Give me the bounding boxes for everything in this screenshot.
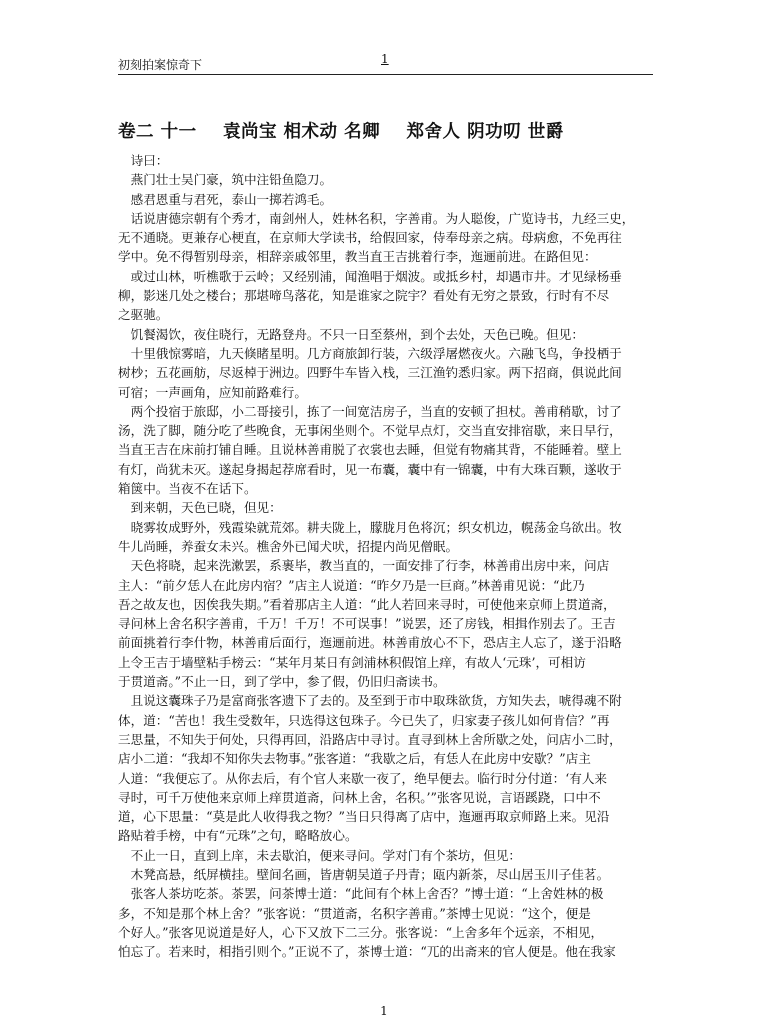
text-line: 多，不知是那个林上舍？”张客说：“贯道斋，名积字善甫。”茶博士见说：“这个，便是 (118, 905, 591, 921)
text-line: 可宿；一声画角，应知前路难行。 (118, 384, 307, 400)
text-line: 体，道：“苦也！我生受数年，只选得这包珠子。今已失了，归家妻子孩儿如何肯信？”再 (118, 712, 610, 728)
text-line: 诗曰： (118, 153, 169, 168)
text-line: 店小二道：“我却不知你失去物事。”张客道：“我歇之后，有恁人在此房中安歇？”店主 (118, 751, 591, 767)
book-title: 初刻拍案惊奇下 (118, 58, 203, 72)
text-line: 木凳高悬，纸屏横挂。壁间名画，皆唐朝吴道子丹青；瓯内新茶，尽山居玉川子佳茗。 (118, 866, 610, 882)
text-line: 或过山林，听樵歌于云岭；又经别浦，闻渔唱于烟波。或抵乡村，却遇市井。才见绿杨垂 (118, 268, 622, 284)
text-line: 有灯，尚犹未灭。遂起身揭起荐席看时，见一布囊，囊中有一锦囊，中有大珠百颗，遂收于 (118, 461, 622, 477)
body-text (118, 151, 659, 961)
text-line: 主人：“前夕恁人在此房内宿？”店主人说道：“昨夕乃是一巨商。”林善甫见说：“此乃 (118, 577, 585, 593)
text-line: 人道：“我便忘了。从你去后，有个官人来歇一夜了，绝早便去。临行时分付道：‘有人来 (118, 770, 608, 786)
text-line: 树杪；五花画舫，尽返棹于洲边。四野牛车皆入栈，三江渔钓悉归家。两下招商，俱说此间 (118, 365, 622, 381)
text-line: 无不通晓。更兼存心梗直，在京师大学读书，给假回家，侍奉母亲之病。母病愈，不免再往 (118, 230, 622, 246)
text-line: 十里俄惊雾暗，九天倏睹星明。几方商旅卸行装，六级浮屠燃夜火。六融飞鸟，争投栖于 (118, 345, 622, 361)
text-line: 两个投宿于旅邸，小二哥接引，拣了一间宽洁房子，当直的安顿了担杖。善甫稍歇，讨了 (118, 403, 622, 419)
text-line: 柳，影迷几处之楼台；那堪啼鸟落花，知是谁家之院宇？看处有无穷之景致，行时有不尽 (118, 288, 610, 304)
text-line: 到来朝，天色已晓，但见： (118, 500, 282, 516)
text-line: 三思量，不知失于何处，只得再回，沿路店中寻讨。直寻到林上舍所歇之处，问店小二时， (118, 731, 622, 747)
text-line: 晓雾妆成野外，残霞染就荒郊。耕夫陇上，朦胧月色将沉；织女机边，幌荡金乌欲出。牧 (118, 519, 622, 535)
text-line: 天色将晓，起来洗漱罢，系裹毕，教当直的，一面安排了行李，林善甫出房中来，问店 (118, 558, 610, 574)
text-line: 寻问林上舍名积字善甫，千万！千万！不可误事！”说罢，还了房钱，相揖作别去了。王吉 (118, 616, 616, 632)
text-line: 话说唐德宗朝有个秀才，南剑州人，姓林名积，字善甫。为人聪俊，广览诗书，九经三史， (118, 210, 635, 226)
text-line: 当直王吉在床前打铺自睡。且说林善甫脱了衣裳也去睡，但觉有物痛其背，不能睡着。壁上 (118, 442, 622, 458)
text-line: 感君恩重与君死，泰山一掷若鸿毛。 (118, 191, 333, 207)
text-line: 道，心下思量：“莫是此人收得我之物？”当日只得离了店中，迤逦再取京师路上来。见沿 (118, 809, 610, 825)
chapter-title: 卷二 十一 袁尚宝 相术动 名卿 郑舍人 阴功叨 世爵 (118, 122, 564, 142)
text-line: 汤，洗了脚，随分吃了些晚食，无事闲坐则个。不觉早点灯，交当直安排宿歇，来日早行， (118, 423, 622, 439)
text-line: 怕忘了。若来时，相指引则个。”正说不了，茶博士道：“兀的出斋来的官人便是。他在我家 (118, 944, 616, 960)
text-line: 牛儿尚睡，养蚕女未兴。樵舍外已闻犬吠，招提内尚见僧眠。 (118, 538, 459, 554)
text-line: 吾之故友也，因俟我失期。”看着那店主人道：“此人若回来寻时，可使他来京师上贯道斋， (118, 596, 616, 612)
text-line: 之驱驰。 (118, 307, 169, 323)
text-line: 寻时，可千万使他来京师上痒贯道斋，问林上舍，名积。’”张客见说，言语蹊跷，口中不 (118, 789, 601, 805)
text-line: 前面挑着行李什物，林善甫后面行，迤逦前进。林善甫放心不下，恐店主人忘了，遂于沿略 (118, 635, 622, 651)
text-line: 饥餐渴饮，夜住晓行，无路登舟。不只一日至蔡州，到个去处，天色已晚。但见： (118, 326, 584, 342)
text-line: 燕门壮士吴门豪，筑中注铅鱼隐刀。 (118, 172, 333, 188)
text-line: 于贯道斋。”不止一日，到了学中，参了假，仍旧归斋读书。 (118, 674, 446, 690)
footer-page-number: 1 (380, 1004, 388, 1018)
text-line: 不止一日，直到上庠，未去歇泊，便来寻问。学对门有个茶坊，但见： (118, 847, 521, 863)
text-line: 路贴着手榜，中有“元珠”之句，略略放心。 (118, 828, 358, 844)
text-line: 且说这囊珠子乃是富商张客遗下了去的。及至到于市中取珠欲货，方知失去，唬得魂不附 (118, 693, 622, 709)
header-page-number: 1 (381, 52, 389, 66)
text-line: 张客人茶坊吃茶。茶罢，问茶博士道：“此间有个林上舍否？”博士道：“上舍姓林的极 (118, 886, 604, 902)
text-line: 箱箧中。当夜不在话下。 (118, 481, 257, 497)
page-header (118, 52, 653, 75)
text-line: 上令王吉于墙壁粘手榜云：“某年月某日有剑浦林积假馆上痒，有故人‘元珠’，可相访 (118, 654, 586, 670)
text-line: 学中。免不得暂别母亲，相辞亲戚邻里，教当直王吉挑着行李，迤逦前进。在路但见： (118, 249, 597, 265)
text-line: 个好人。”张客见说道是好人，心下又放下二三分。张客说：“上舍多年个远亲，不相见， (118, 924, 604, 940)
